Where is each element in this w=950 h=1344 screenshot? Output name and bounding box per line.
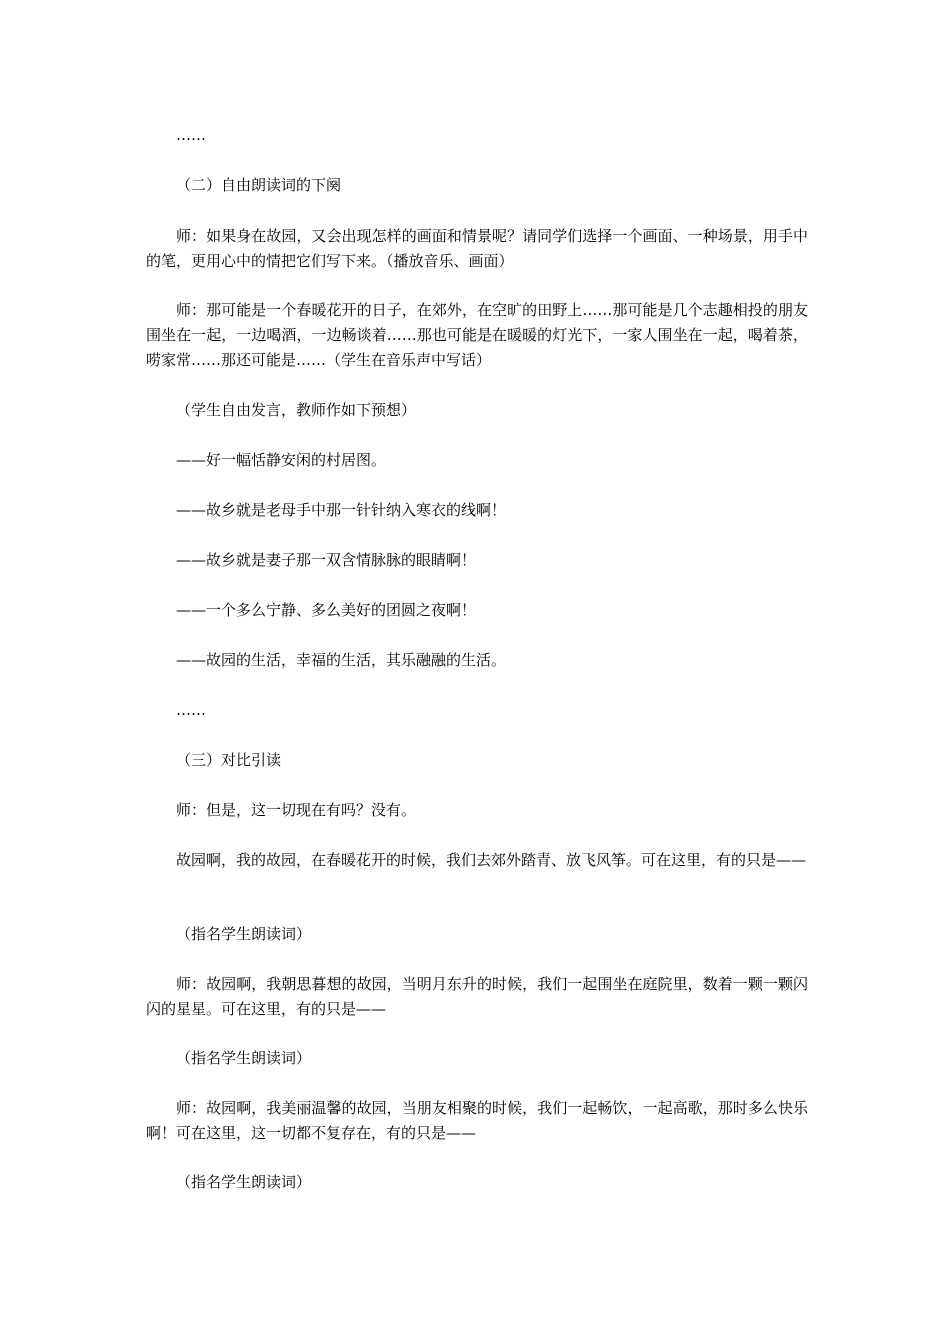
teacher-paragraph: 师：故园啊，我美丽温馨的故园，当朋友相聚的时候，我们一起畅饮，一起高歌，那时多么快乐啊！可在这里，这一切都不复存在，有的只是—— [146,1099,808,1142]
instruction-note: （指名学生朗读词） [176,1173,312,1191]
teacher-paragraph: 师：但是，这一切现在有吗？没有。 [176,801,417,819]
response-line: ——故乡就是老母手中那一针针纳入寒衣的线啊！ [176,501,507,519]
note-paragraph: （学生自由发言，教师作如下预想） [176,401,417,419]
instruction-note: （指名学生朗读词） [176,925,312,943]
ellipsis-paragraph: …… [176,126,206,144]
teacher-paragraph: 师：那可能是一个春暖花开的日子，在郊外，在空旷的田野上……那可能是几个志趣相投的朋友围坐在一起，一边喝酒，一边畅谈着……那也可能是在暖暖的灯光下，一家人围坐在一起，喝着茶，唠家常……那还可能是……（学生在音乐声中写话） [146,301,808,369]
section-heading: （三）对比引读 [176,751,282,769]
ellipsis-paragraph: …… [176,701,206,719]
teacher-paragraph: 故园啊，我的故园，在春暖花开的时候，我们去郊外踏青、放飞风筝。可在这里，有的只是—— [176,851,807,869]
section-heading: （二）自由朗读词的下阕 [176,176,342,194]
response-line: ——故乡就是妻子那一双含情脉脉的眼睛啊！ [176,551,477,569]
instruction-note: （指名学生朗读词） [176,1049,312,1067]
document-page [146,0,808,1344]
teacher-paragraph: 师：如果身在故园，又会出现怎样的画面和情景呢？请同学们选择一个画面、一种场景，用手中的笔，更用心中的情把它们写下来。（播放音乐、画面） [146,227,808,270]
teacher-paragraph: 师：故园啊，我朝思暮想的故园，当明月东升的时候，我们一起围坐在庭院里，数着一颗一颗闪闪的星星。可在这里，有的只是—— [146,975,808,1018]
response-line: ——好一幅恬静安闲的村居图。 [176,451,387,469]
response-line: ——一个多么宁静、多么美好的团圆之夜啊！ [176,601,477,619]
response-line: ——故园的生活，幸福的生活，其乐融融的生活。 [176,651,507,669]
